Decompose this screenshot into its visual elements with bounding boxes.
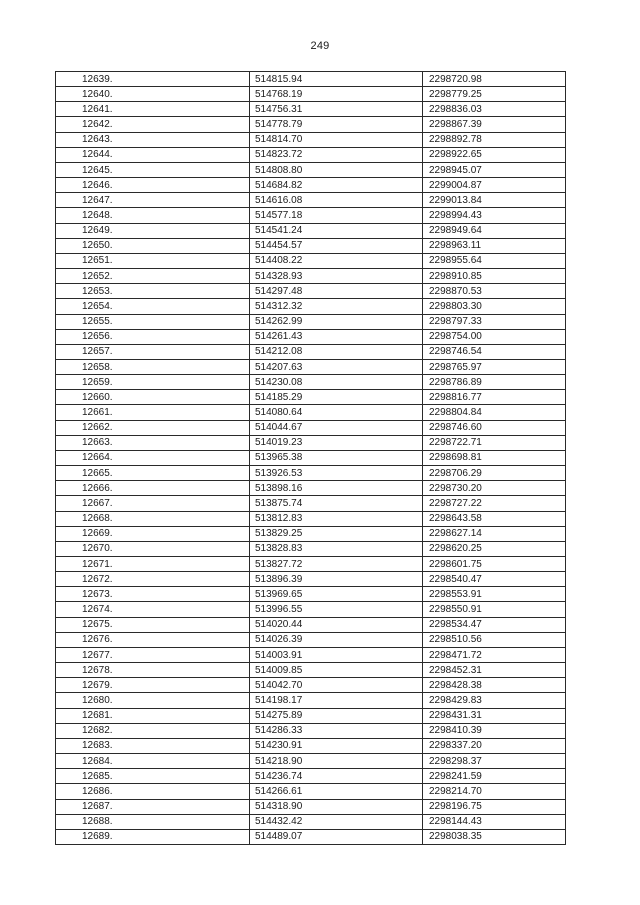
point-number-cell: 12660. [56,390,250,405]
y-coordinate-cell: 2298534.47 [423,617,566,632]
point-number-cell: 12675. [56,617,250,632]
x-coordinate-cell: 514042.70 [250,678,423,693]
y-coordinate-cell: 2298746.54 [423,344,566,359]
x-coordinate-cell: 514262.99 [250,314,423,329]
x-coordinate-cell: 514808.80 [250,162,423,177]
point-number-cell: 12646. [56,178,250,193]
x-coordinate-cell: 514408.22 [250,253,423,268]
x-coordinate-cell: 514318.90 [250,799,423,814]
y-coordinate-cell: 2298804.84 [423,405,566,420]
x-coordinate-cell: 514236.74 [250,769,423,784]
point-number-cell: 12639. [56,72,250,87]
x-coordinate-cell: 514275.89 [250,708,423,723]
table-row [56,314,566,329]
point-number-cell: 12674. [56,602,250,617]
y-coordinate-cell: 2298949.64 [423,223,566,238]
table-row [56,193,566,208]
x-coordinate-cell: 514489.07 [250,829,423,844]
table-row [56,511,566,526]
table-row [56,132,566,147]
table-row [56,329,566,344]
point-number-cell: 12656. [56,329,250,344]
point-number-cell: 12684. [56,754,250,769]
x-coordinate-cell: 514286.33 [250,723,423,738]
x-coordinate-cell: 514020.44 [250,617,423,632]
y-coordinate-cell: 2298945.07 [423,162,566,177]
x-coordinate-cell: 514328.93 [250,269,423,284]
table-row [56,481,566,496]
x-coordinate-cell: 514577.18 [250,208,423,223]
table-row [56,557,566,572]
y-coordinate-cell: 2298836.03 [423,102,566,117]
y-coordinate-cell: 2298963.11 [423,238,566,253]
point-number-cell: 12655. [56,314,250,329]
x-coordinate-cell: 513965.38 [250,450,423,465]
x-coordinate-cell: 514768.19 [250,87,423,102]
y-coordinate-cell: 2298722.71 [423,435,566,450]
x-coordinate-cell: 513812.83 [250,511,423,526]
x-coordinate-cell: 513969.65 [250,587,423,602]
table-row [56,829,566,844]
point-number-cell: 12662. [56,420,250,435]
y-coordinate-cell: 2298196.75 [423,799,566,814]
y-coordinate-cell: 2298803.30 [423,299,566,314]
point-number-cell: 12678. [56,663,250,678]
table-row [56,663,566,678]
table-row [56,238,566,253]
table-row [56,693,566,708]
point-number-cell: 12688. [56,814,250,829]
coordinates-table [55,71,566,845]
point-number-cell: 12652. [56,269,250,284]
y-coordinate-cell: 2298429.83 [423,693,566,708]
point-number-cell: 12679. [56,678,250,693]
point-number-cell: 12653. [56,284,250,299]
point-number-cell: 12663. [56,435,250,450]
table-row [56,572,566,587]
y-coordinate-cell: 2298620.25 [423,541,566,556]
x-coordinate-cell: 514230.91 [250,738,423,753]
x-coordinate-cell: 513828.83 [250,541,423,556]
point-number-cell: 12642. [56,117,250,132]
x-coordinate-cell: 514778.79 [250,117,423,132]
y-coordinate-cell: 2298452.31 [423,663,566,678]
x-coordinate-cell: 514230.08 [250,375,423,390]
y-coordinate-cell: 2298910.85 [423,269,566,284]
x-coordinate-cell: 514026.39 [250,632,423,647]
y-coordinate-cell: 2298765.97 [423,359,566,374]
y-coordinate-cell: 2298241.59 [423,769,566,784]
x-coordinate-cell: 514212.08 [250,344,423,359]
table-row [56,708,566,723]
point-number-cell: 12648. [56,208,250,223]
table-row [56,814,566,829]
point-number-cell: 12659. [56,375,250,390]
point-number-cell: 12667. [56,496,250,511]
table-row [56,496,566,511]
y-coordinate-cell: 2298643.58 [423,511,566,526]
point-number-cell: 12641. [56,102,250,117]
table-row [56,299,566,314]
x-coordinate-cell: 514432.42 [250,814,423,829]
y-coordinate-cell: 2298706.29 [423,466,566,481]
y-coordinate-cell: 2298720.98 [423,72,566,87]
table-row [56,269,566,284]
point-number-cell: 12658. [56,359,250,374]
table-row [56,526,566,541]
point-number-cell: 12649. [56,223,250,238]
x-coordinate-cell: 514185.29 [250,390,423,405]
x-coordinate-cell: 514009.85 [250,663,423,678]
y-coordinate-cell: 2298730.20 [423,481,566,496]
x-coordinate-cell: 514198.17 [250,693,423,708]
table-row [56,178,566,193]
x-coordinate-cell: 514541.24 [250,223,423,238]
y-coordinate-cell: 2298816.77 [423,390,566,405]
table-row [56,87,566,102]
y-coordinate-cell: 2298892.78 [423,132,566,147]
point-number-cell: 12683. [56,738,250,753]
point-number-cell: 12650. [56,238,250,253]
x-coordinate-cell: 514044.67 [250,420,423,435]
y-coordinate-cell: 2298870.53 [423,284,566,299]
y-coordinate-cell: 2298471.72 [423,647,566,662]
point-number-cell: 12676. [56,632,250,647]
x-coordinate-cell: 514080.64 [250,405,423,420]
table-row [56,147,566,162]
x-coordinate-cell: 514616.08 [250,193,423,208]
y-coordinate-cell: 2298550.91 [423,602,566,617]
y-coordinate-cell: 2298698.81 [423,450,566,465]
y-coordinate-cell: 2298797.33 [423,314,566,329]
y-coordinate-cell: 2299004.87 [423,178,566,193]
table-row [56,284,566,299]
table-row [56,390,566,405]
y-coordinate-cell: 2299013.84 [423,193,566,208]
point-number-cell: 12661. [56,405,250,420]
y-coordinate-cell: 2298601.75 [423,557,566,572]
x-coordinate-cell: 513829.25 [250,526,423,541]
table-row [56,769,566,784]
x-coordinate-cell: 513896.39 [250,572,423,587]
point-number-cell: 12680. [56,693,250,708]
table-row [56,359,566,374]
table-row [56,117,566,132]
point-number-cell: 12665. [56,466,250,481]
x-coordinate-cell: 514297.48 [250,284,423,299]
point-number-cell: 12651. [56,253,250,268]
table-row [56,647,566,662]
x-coordinate-cell: 514218.90 [250,754,423,769]
point-number-cell: 12647. [56,193,250,208]
y-coordinate-cell: 2298786.89 [423,375,566,390]
table-row [56,223,566,238]
point-number-cell: 12682. [56,723,250,738]
y-coordinate-cell: 2298428.38 [423,678,566,693]
table-row [56,738,566,753]
y-coordinate-cell: 2298337.20 [423,738,566,753]
x-coordinate-cell: 514261.43 [250,329,423,344]
point-number-cell: 12686. [56,784,250,799]
x-coordinate-cell: 513827.72 [250,557,423,572]
point-number-cell: 12640. [56,87,250,102]
table-row [56,754,566,769]
y-coordinate-cell: 2298994.43 [423,208,566,223]
table-row [56,208,566,223]
y-coordinate-cell: 2298922.65 [423,147,566,162]
table-row [56,102,566,117]
table-row [56,799,566,814]
y-coordinate-cell: 2298431.31 [423,708,566,723]
y-coordinate-cell: 2298746.60 [423,420,566,435]
y-coordinate-cell: 2298779.25 [423,87,566,102]
point-number-cell: 12671. [56,557,250,572]
x-coordinate-cell: 514684.82 [250,178,423,193]
x-coordinate-cell: 514207.63 [250,359,423,374]
point-number-cell: 12668. [56,511,250,526]
x-coordinate-cell: 513898.16 [250,481,423,496]
point-number-cell: 12673. [56,587,250,602]
y-coordinate-cell: 2298627.14 [423,526,566,541]
y-coordinate-cell: 2298955.64 [423,253,566,268]
y-coordinate-cell: 2298727.22 [423,496,566,511]
table-row [56,375,566,390]
x-coordinate-cell: 514003.91 [250,647,423,662]
x-coordinate-cell: 513996.55 [250,602,423,617]
x-coordinate-cell: 513926.53 [250,466,423,481]
y-coordinate-cell: 2298540.47 [423,572,566,587]
point-number-cell: 12654. [56,299,250,314]
y-coordinate-cell: 2298214.70 [423,784,566,799]
point-number-cell: 12672. [56,572,250,587]
table-row [56,587,566,602]
y-coordinate-cell: 2298510.56 [423,632,566,647]
table-row [56,602,566,617]
point-number-cell: 12657. [56,344,250,359]
point-number-cell: 12685. [56,769,250,784]
table-row [56,344,566,359]
y-coordinate-cell: 2298553.91 [423,587,566,602]
point-number-cell: 12677. [56,647,250,662]
x-coordinate-cell: 514823.72 [250,147,423,162]
table-row [56,632,566,647]
table-row [56,253,566,268]
x-coordinate-cell: 514454.57 [250,238,423,253]
point-number-cell: 12645. [56,162,250,177]
y-coordinate-cell: 2298754.00 [423,329,566,344]
table-row [56,541,566,556]
point-number-cell: 12687. [56,799,250,814]
x-coordinate-cell: 514815.94 [250,72,423,87]
x-coordinate-cell: 514019.23 [250,435,423,450]
table-row [56,162,566,177]
x-coordinate-cell: 513875.74 [250,496,423,511]
table-row [56,784,566,799]
table-row [56,435,566,450]
table-row [56,420,566,435]
x-coordinate-cell: 514312.32 [250,299,423,314]
y-coordinate-cell: 2298410.39 [423,723,566,738]
x-coordinate-cell: 514756.31 [250,102,423,117]
x-coordinate-cell: 514266.61 [250,784,423,799]
table-row [56,450,566,465]
point-number-cell: 12669. [56,526,250,541]
point-number-cell: 12670. [56,541,250,556]
point-number-cell: 12643. [56,132,250,147]
table-row [56,617,566,632]
point-number-cell: 12644. [56,147,250,162]
table-row [56,405,566,420]
table-row [56,72,566,87]
y-coordinate-cell: 2298144.43 [423,814,566,829]
point-number-cell: 12681. [56,708,250,723]
x-coordinate-cell: 514814.70 [250,132,423,147]
table-row [56,723,566,738]
point-number-cell: 12666. [56,481,250,496]
table-row [56,466,566,481]
y-coordinate-cell: 2298867.39 [423,117,566,132]
coordinates-table-body [56,72,566,845]
table-row [56,678,566,693]
page-number: 249 [310,40,330,52]
point-number-cell: 12664. [56,450,250,465]
y-coordinate-cell: 2298038.35 [423,829,566,844]
point-number-cell: 12689. [56,829,250,844]
y-coordinate-cell: 2298298.37 [423,754,566,769]
